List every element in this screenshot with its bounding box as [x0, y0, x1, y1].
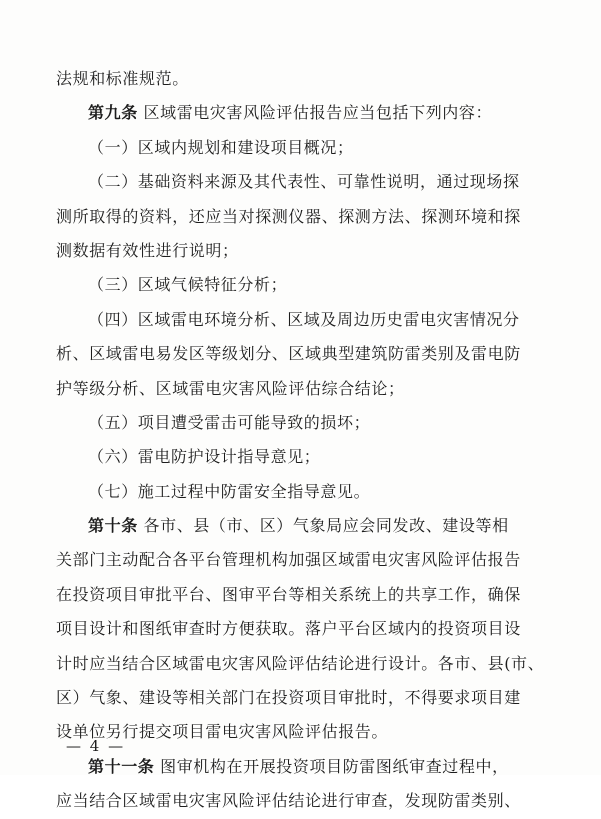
line-text: 法规和标准规范。	[56, 69, 189, 88]
text-line	[56, 303, 556, 337]
line-text: （六）雷电防护设计指导意见；	[88, 447, 321, 467]
text-line	[56, 612, 556, 646]
text-line	[56, 784, 556, 818]
text-line	[56, 165, 556, 199]
article-heading: 第十条	[88, 516, 138, 536]
page-number: — 4 —	[66, 737, 126, 755]
line-text: （一）区域内规划和建设项目概况；	[88, 137, 354, 157]
text-line	[56, 337, 556, 371]
line-text: （二）基础资料来源及其代表性、可靠性说明，通过现场探	[88, 172, 520, 192]
text-line	[56, 647, 556, 681]
line-text: 应当结合区域雷电灾害风险评估结论进行审查，发现防雷类别、	[56, 791, 521, 811]
line-text: 图审机构在开展投资项目防雷图纸审查过程中，	[154, 756, 509, 776]
text-line	[56, 681, 556, 715]
text-line	[56, 543, 556, 577]
text-line	[56, 578, 556, 612]
text-line	[56, 268, 556, 302]
text-line	[56, 62, 556, 96]
line-text: （五）项目遭受雷击可能导致的损坏；	[88, 412, 371, 432]
line-text: 关部门主动配合各平台管理机构加强区域雷电灾害风险评估报告	[56, 550, 521, 570]
text-line	[56, 234, 556, 268]
line-text: 析、区域雷电易发区等级划分、区域典型建筑防雷类别及雷电防	[56, 344, 521, 364]
line-text: 测数据有效性进行说明；	[56, 240, 239, 260]
line-text: 区）气象、建设等相关部门在投资项目审批时，不得要求项目建	[56, 688, 521, 708]
document-body	[56, 62, 556, 819]
line-text: （三）区域气候特征分析；	[88, 275, 288, 295]
text-line	[56, 750, 556, 784]
text-line	[56, 372, 556, 406]
line-text: （七）施工过程中防雷安全指导意见。	[88, 481, 371, 501]
line-text: 区域雷电灾害风险评估报告应当包括下列内容：	[137, 103, 493, 123]
line-text: 在投资项目审批平台、图审平台等相关系统上的共享工作，确保	[56, 584, 521, 604]
text-line	[56, 715, 556, 749]
text-line	[56, 406, 556, 440]
text-line	[56, 200, 556, 234]
line-text: （四）区域雷电环境分析、区域及周边历史雷电灾害情况分	[88, 309, 520, 329]
article-heading: 第十一条	[88, 756, 155, 776]
line-text: 计时应当结合区域雷电灾害风险评估结论进行设计。各市、县(市、	[56, 653, 545, 673]
line-text: 设单位另行提交项目雷电灾害风险评估报告。	[56, 722, 389, 742]
text-line	[56, 440, 556, 474]
text-line	[56, 96, 556, 130]
text-line	[56, 475, 556, 509]
line-text: 测所取得的资料，还应当对探测仪器、探测方法、探测环境和探	[56, 206, 521, 226]
article-heading: 第九条	[88, 103, 138, 123]
line-text: 各市、县（市、区）气象局应会同发改、建设等相	[137, 516, 509, 536]
line-text: 护等级分析、区域雷电灾害风险评估综合结论；	[56, 378, 405, 398]
text-line	[56, 131, 556, 165]
text-line	[56, 509, 556, 543]
line-text: 项目设计和图纸审查时方便获取。落户平台区域内的投资项目设	[56, 619, 521, 639]
